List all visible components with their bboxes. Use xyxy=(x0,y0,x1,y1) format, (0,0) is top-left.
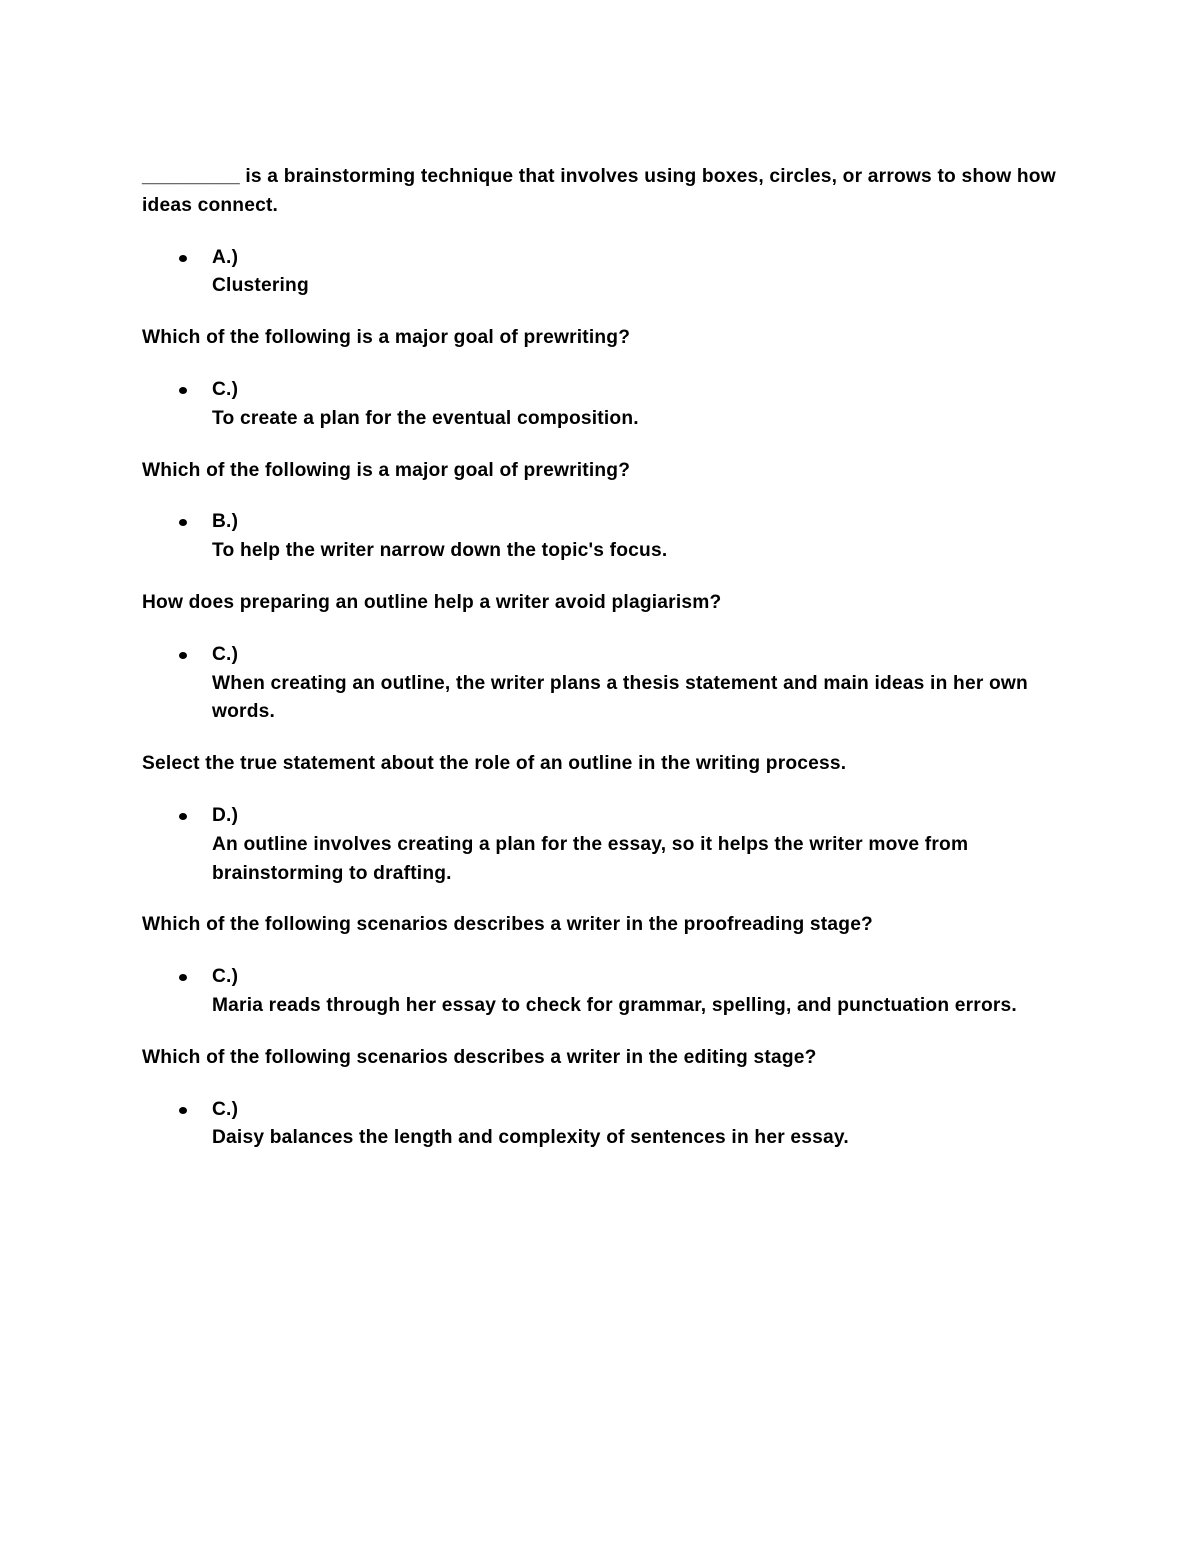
question-text: _________ is a brainstorming technique that involves using boxes, circles, or arrows to show how ideas connect. xyxy=(142,166,1056,216)
question-text: Which of the following scenarios describes a writer in the proofreading stage? xyxy=(142,914,873,936)
bullet-icon xyxy=(179,1107,187,1114)
document-page xyxy=(142,163,1062,1176)
question-text: Which of the following scenarios describes a writer in the editing stage? xyxy=(142,1046,817,1068)
answer-item xyxy=(142,641,1062,727)
answer-text: To help the writer narrow down the topic's focus. xyxy=(212,540,668,562)
answer-list xyxy=(142,376,1062,434)
answer-text: Clustering xyxy=(212,275,309,297)
bullet-icon xyxy=(179,652,187,659)
question-block-6 xyxy=(142,911,1062,1020)
bullet-icon xyxy=(179,255,187,262)
question-block-1 xyxy=(142,163,1062,301)
question-block-4 xyxy=(142,589,1062,727)
answer-item xyxy=(142,963,1062,1021)
answer-list xyxy=(142,963,1062,1021)
answer-list xyxy=(142,244,1062,302)
answer-list xyxy=(142,508,1062,566)
bullet-icon xyxy=(179,387,187,394)
question-text: Select the true statement about the role of an outline in the writing process. xyxy=(142,753,847,775)
answer-item xyxy=(142,802,1062,888)
answer-item xyxy=(142,244,1062,302)
answer-text: To create a plan for the eventual composition. xyxy=(212,407,639,429)
answer-list xyxy=(142,641,1062,727)
question-block-5 xyxy=(142,750,1062,888)
bullet-icon xyxy=(179,974,187,981)
answer-text: Daisy balances the length and complexity of sentences in her essay. xyxy=(212,1127,849,1149)
question-text: Which of the following is a major goal of prewriting? xyxy=(142,459,631,481)
answer-item xyxy=(142,508,1062,566)
answer-letter: C.) xyxy=(212,966,239,988)
answer-letter: C.) xyxy=(212,1098,239,1120)
answer-letter: A.) xyxy=(212,246,239,268)
bullet-icon xyxy=(179,519,187,526)
question-block-2 xyxy=(142,324,1062,433)
answer-letter: C.) xyxy=(212,378,239,400)
bullet-icon xyxy=(179,813,187,820)
answer-item xyxy=(142,376,1062,434)
answer-list xyxy=(142,1096,1062,1154)
answer-letter: B.) xyxy=(212,511,239,533)
answer-letter: D.) xyxy=(212,804,239,826)
question-block-3 xyxy=(142,457,1062,566)
question-text: Which of the following is a major goal of prewriting? xyxy=(142,327,631,349)
answer-text: When creating an outline, the writer plans a thesis statement and main ideas in her own words. xyxy=(212,672,1028,723)
answer-text: An outline involves creating a plan for the essay, so it helps the writer move from brainstorming to drafting. xyxy=(212,833,969,884)
question-text: How does preparing an outline help a writer avoid plagiarism? xyxy=(142,591,722,613)
answer-letter: C.) xyxy=(212,643,239,665)
answer-text: Maria reads through her essay to check for grammar, spelling, and punctuation errors. xyxy=(212,994,1017,1016)
question-block-7 xyxy=(142,1044,1062,1153)
answer-item xyxy=(142,1096,1062,1154)
answer-list xyxy=(142,802,1062,888)
